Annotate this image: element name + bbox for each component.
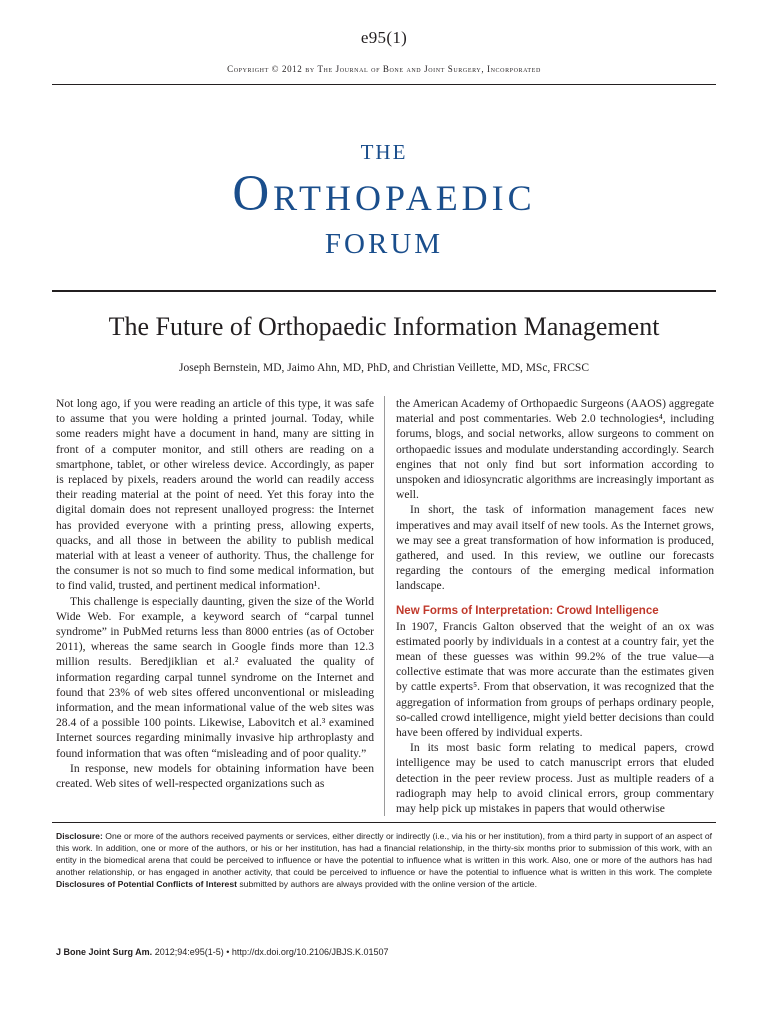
- right-paragraph-4: In its most basic form relating to medical papers, crowd intelligence may be used to catch manuscript errors that eluded detection in the peer review process. Just as multiple readers of a radiograph may help to avoid clinical errors, group commentary may help pick up mistakes in papers that would otherwise: [396, 741, 714, 816]
- right-paragraph-3: In 1907, Francis Galton observed that the weight of an ox was estimated poorly by individuals in a contest at a country fair, yet the mean of these guesses was within 99.2% of the true value—a collective estimate that was more accurate than the estimates given by cattle experts⁵. From that observation, it was recognized that the aggregation of information from groups of perhaps ordinary people, so-called crowd intelligence, might yield better decisions than could have been offered by individual experts.: [396, 619, 714, 740]
- header-divider: [52, 84, 716, 85]
- citation-journal: J Bone Joint Surg Am.: [56, 947, 153, 957]
- page-number: e95(1): [360, 28, 408, 47]
- article-title: The Future of Orthopaedic Information Management: [108, 312, 660, 341]
- left-paragraph-1: Not long ago, if you were reading an article of this type, it was safe to assume that you were holding a printed journal. Today, while some readers might have a document in hand, many are sitting in front of a computer monitor, and still others are reading on a smartphone, tablet, or other wireless device. Accordingly, as paper is replaced by pixels, readers around the world can readily access their reading material at the point of need. Yet this foray into the digital domain does not represent unalloyed progress: the Internet has provided everyone with a printing press, allowing experts, quacks, and all those in between the ability to publish medical material with at least a veneer of authority. Thus, the challenge for the consumer is not so much to find some medical information, but to find valid, trusted, and pertinent medical information¹.: [56, 397, 374, 593]
- copyright-notice: Copyright © 2012 by The Journal of Bone and Joint Surgery, Incorporated: [227, 64, 541, 74]
- left-paragraph-3: In response, new models for obtaining information have been created. Web sites of well-respected organizations such as: [56, 761, 374, 791]
- left-paragraph-2: This challenge is especially daunting, given the size of the World Wide Web. For example, a keyword search of “carpal tunnel syndrome” in PubMed returns less than 8000 entries (as of October 2011), whereas the same search in Google finds more than 12.3 million results. Beredjiklian et al.² evaluated the quality of information regarding carpal tunnel syndrome on the Internet and found that 23% of web sites offered unconventional or misleading information, and the mean informational value of the web sites was 28.4 of a possible 100 points. Likewise, Labovitch et al.³ examined Internet sources regarding minimally invasive hip arthroplasty and found information that was often “misleading and of poor quality.”: [56, 594, 374, 760]
- disclosure-label: Disclosure:: [56, 831, 103, 841]
- author-list: Joseph Bernstein, MD, Jaimo Ahn, MD, PhD, and Christian Veillette, MD, MSc, FRCSC: [179, 362, 589, 374]
- right-paragraph-1: the American Academy of Orthopaedic Surgeons (AAOS) aggregate material and post commentaries. Web 2.0 technologies⁴, including forums, blogs, and social networks, allow surgeons to comment on orthopaedic issues and modulate understanding accordingly. Search engines that not only find but sort information according to unspoken and idiosyncratic algorithms are increasingly important as well.: [396, 397, 714, 502]
- masthead-the: THE: [360, 140, 408, 164]
- disclosure-note: [56, 830, 712, 890]
- masthead-forum: FORUM: [324, 228, 444, 260]
- column-divider: [384, 396, 385, 816]
- right-column: [396, 396, 714, 816]
- disclosure-divider: [52, 822, 716, 823]
- conflicts-of-interest-link[interactable]: Disclosures of Potential Conflicts of Interest: [56, 879, 237, 889]
- masthead-title: Orthopaedic: [232, 166, 536, 222]
- disclosure-tail: submitted by authors are always provided with the online version of the article.: [236, 879, 537, 889]
- section-heading: New Forms of Interpretation: Crowd Intelligence: [396, 604, 659, 617]
- right-paragraph-2: In short, the task of information management faces new imperatives and may avail itself of new tools. As the Internet grows, we may see a great transformation of how information is produced, gathered, and used. In this review, we outline our forecasts regarding the contours of the emerging medical information landscape.: [396, 503, 714, 593]
- masthead-divider: [52, 290, 716, 292]
- disclosure-text: One or more of the authors received payments or services, either directly or indirectly (i.e., via his or her institution), from a third party in support of an aspect of this work. In addition, one or more of the authors, or his or her institution, has had a financial relationship, in the thirty-six months prior to submission of this work, with an entity in the biomedical arena that could be perceived to influence or have the potential to influence what is written in this work. Also, one or more of the authors has had another relationship, or has engaged in another activity, that could be perceived to influence or have the potential to influence what is written in this work. The complete: [56, 831, 712, 877]
- citation-details[interactable]: 2012;94:e95(1-5) • http://dx.doi.org/10.2106/JBJS.K.01507: [152, 947, 389, 957]
- citation-footer: [56, 947, 389, 957]
- left-column: [56, 396, 374, 791]
